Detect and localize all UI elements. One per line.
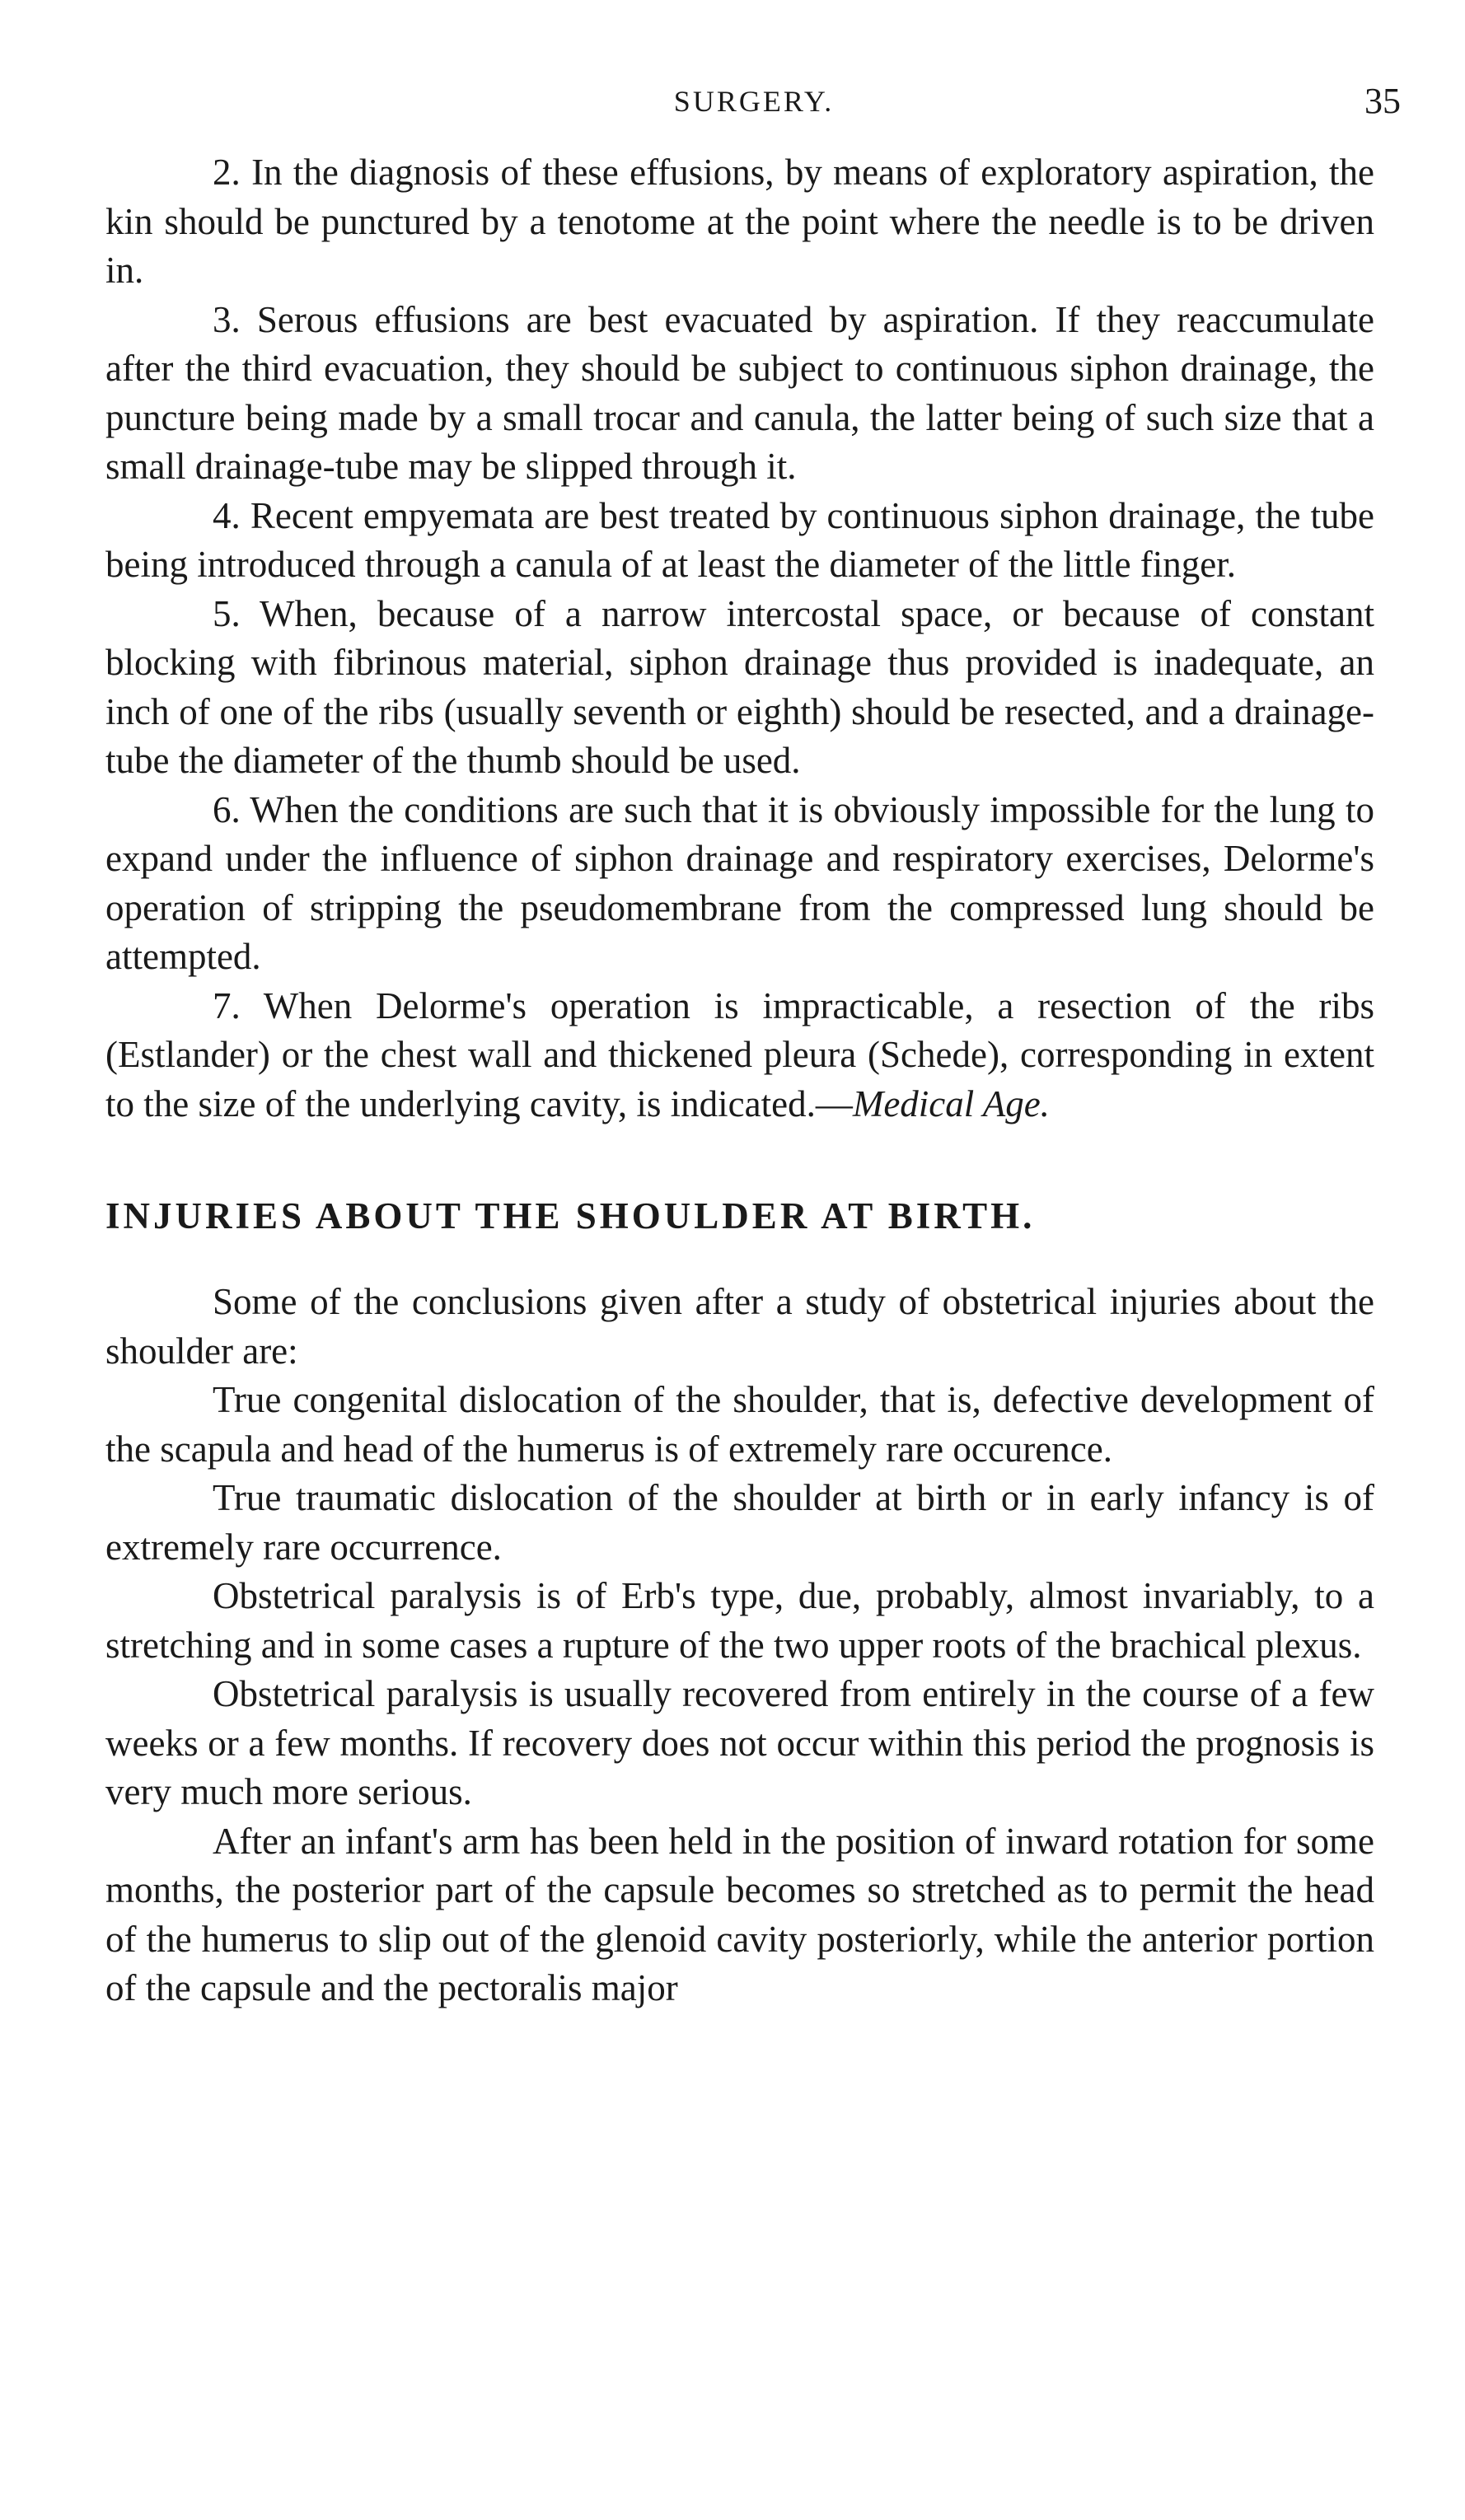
page-number: 35 (1364, 81, 1401, 121)
paragraph-item-3: 3. Serous effusions are best evacuated by aspiration. If they reaccumulate after the third evacuation, they should be subject to continuous siphon drainage, the puncture being made by a small trocar and canula, the latter being of such size that a small drainage-tube may be slipped through it. (105, 298, 1374, 487)
paragraph-item-7-text: 7. When Delorme's operation is impracticable, a resection of the ribs (Estlander) or the chest wall and thickened pleura (Schede), corresponding in extent to the size of the underlying cavity, is indicated.— (105, 984, 1374, 1124)
paragraph-item-6: 6. When the conditions are such that it is obviously impossible for the lung to expand under the influence of siphon drainage and respiratory exercises, Delorme's operation of stripping the pseudomembrane from the compressed lung should be attempted. (105, 788, 1374, 977)
paragraph-item-4: 4. Recent empyemata are best treated by continuous siphon drainage, the tube being introduced through a canula of at least the diameter of the little finger. (105, 494, 1374, 585)
section-heading: INJURIES ABOUT THE SHOULDER AT BIRTH. (105, 1195, 1036, 1237)
paragraph-traumatic-dislocation: True traumatic dislocation of the shoulder at birth or in early infancy is of extremely rare occurrence. (105, 1477, 1374, 1568)
paragraph-item-7 (105, 982, 1374, 1129)
paragraph-obstetrical-paralysis-recovery: Obstetrical paralysis is usually recovered from entirely in the course of a few weeks or a few months. If recovery does not occur within this period the prognosis is very much more serious. (105, 1673, 1374, 1812)
paragraph-intro: Some of the conclusions given after a study of obstetrical injuries about the shoulder are: (105, 1281, 1374, 1372)
source-citation: Medical Age. (852, 1082, 1050, 1124)
running-title: SURGERY. (673, 85, 835, 118)
body-text (105, 148, 1374, 2013)
running-head (107, 72, 1401, 130)
paragraph-item-5: 5. When, because of a narrow intercostal space, or because of constant blocking with fibrinous material, siphon drainage thus provided is inadequate, an inch of one of the ribs (usually seventh or eighth) should be resected, and a drainage-tube the diameter of the thumb should be used. (105, 592, 1374, 781)
paragraph-congenital-dislocation: True congenital dislocation of the shoulder, that is, defective development of the scapula and head of the humerus is of extremely rare occurence. (105, 1379, 1374, 1470)
paragraph-inward-rotation: After an infant's arm has been held in the position of inward rotation for some months, the posterior part of the capsule becomes so stretched as to permit the head of the humerus to slip out of the glenoid cavity posteriorly, while the anterior portion of the capsule and the pectoralis major (105, 1820, 1374, 2008)
paragraph-obstetrical-paralysis-type: Obstetrical paralysis is of Erb's type, due, probably, almost invariably, to a stretching and in some cases a rupture of the two upper roots of the brachical plexus. (105, 1575, 1374, 1666)
paragraph-item-2: 2. In the diagnosis of these effusions, by means of exploratory aspiration, the kin should be punctured by a tenotome at the point where the needle is to be driven in. (105, 152, 1374, 291)
